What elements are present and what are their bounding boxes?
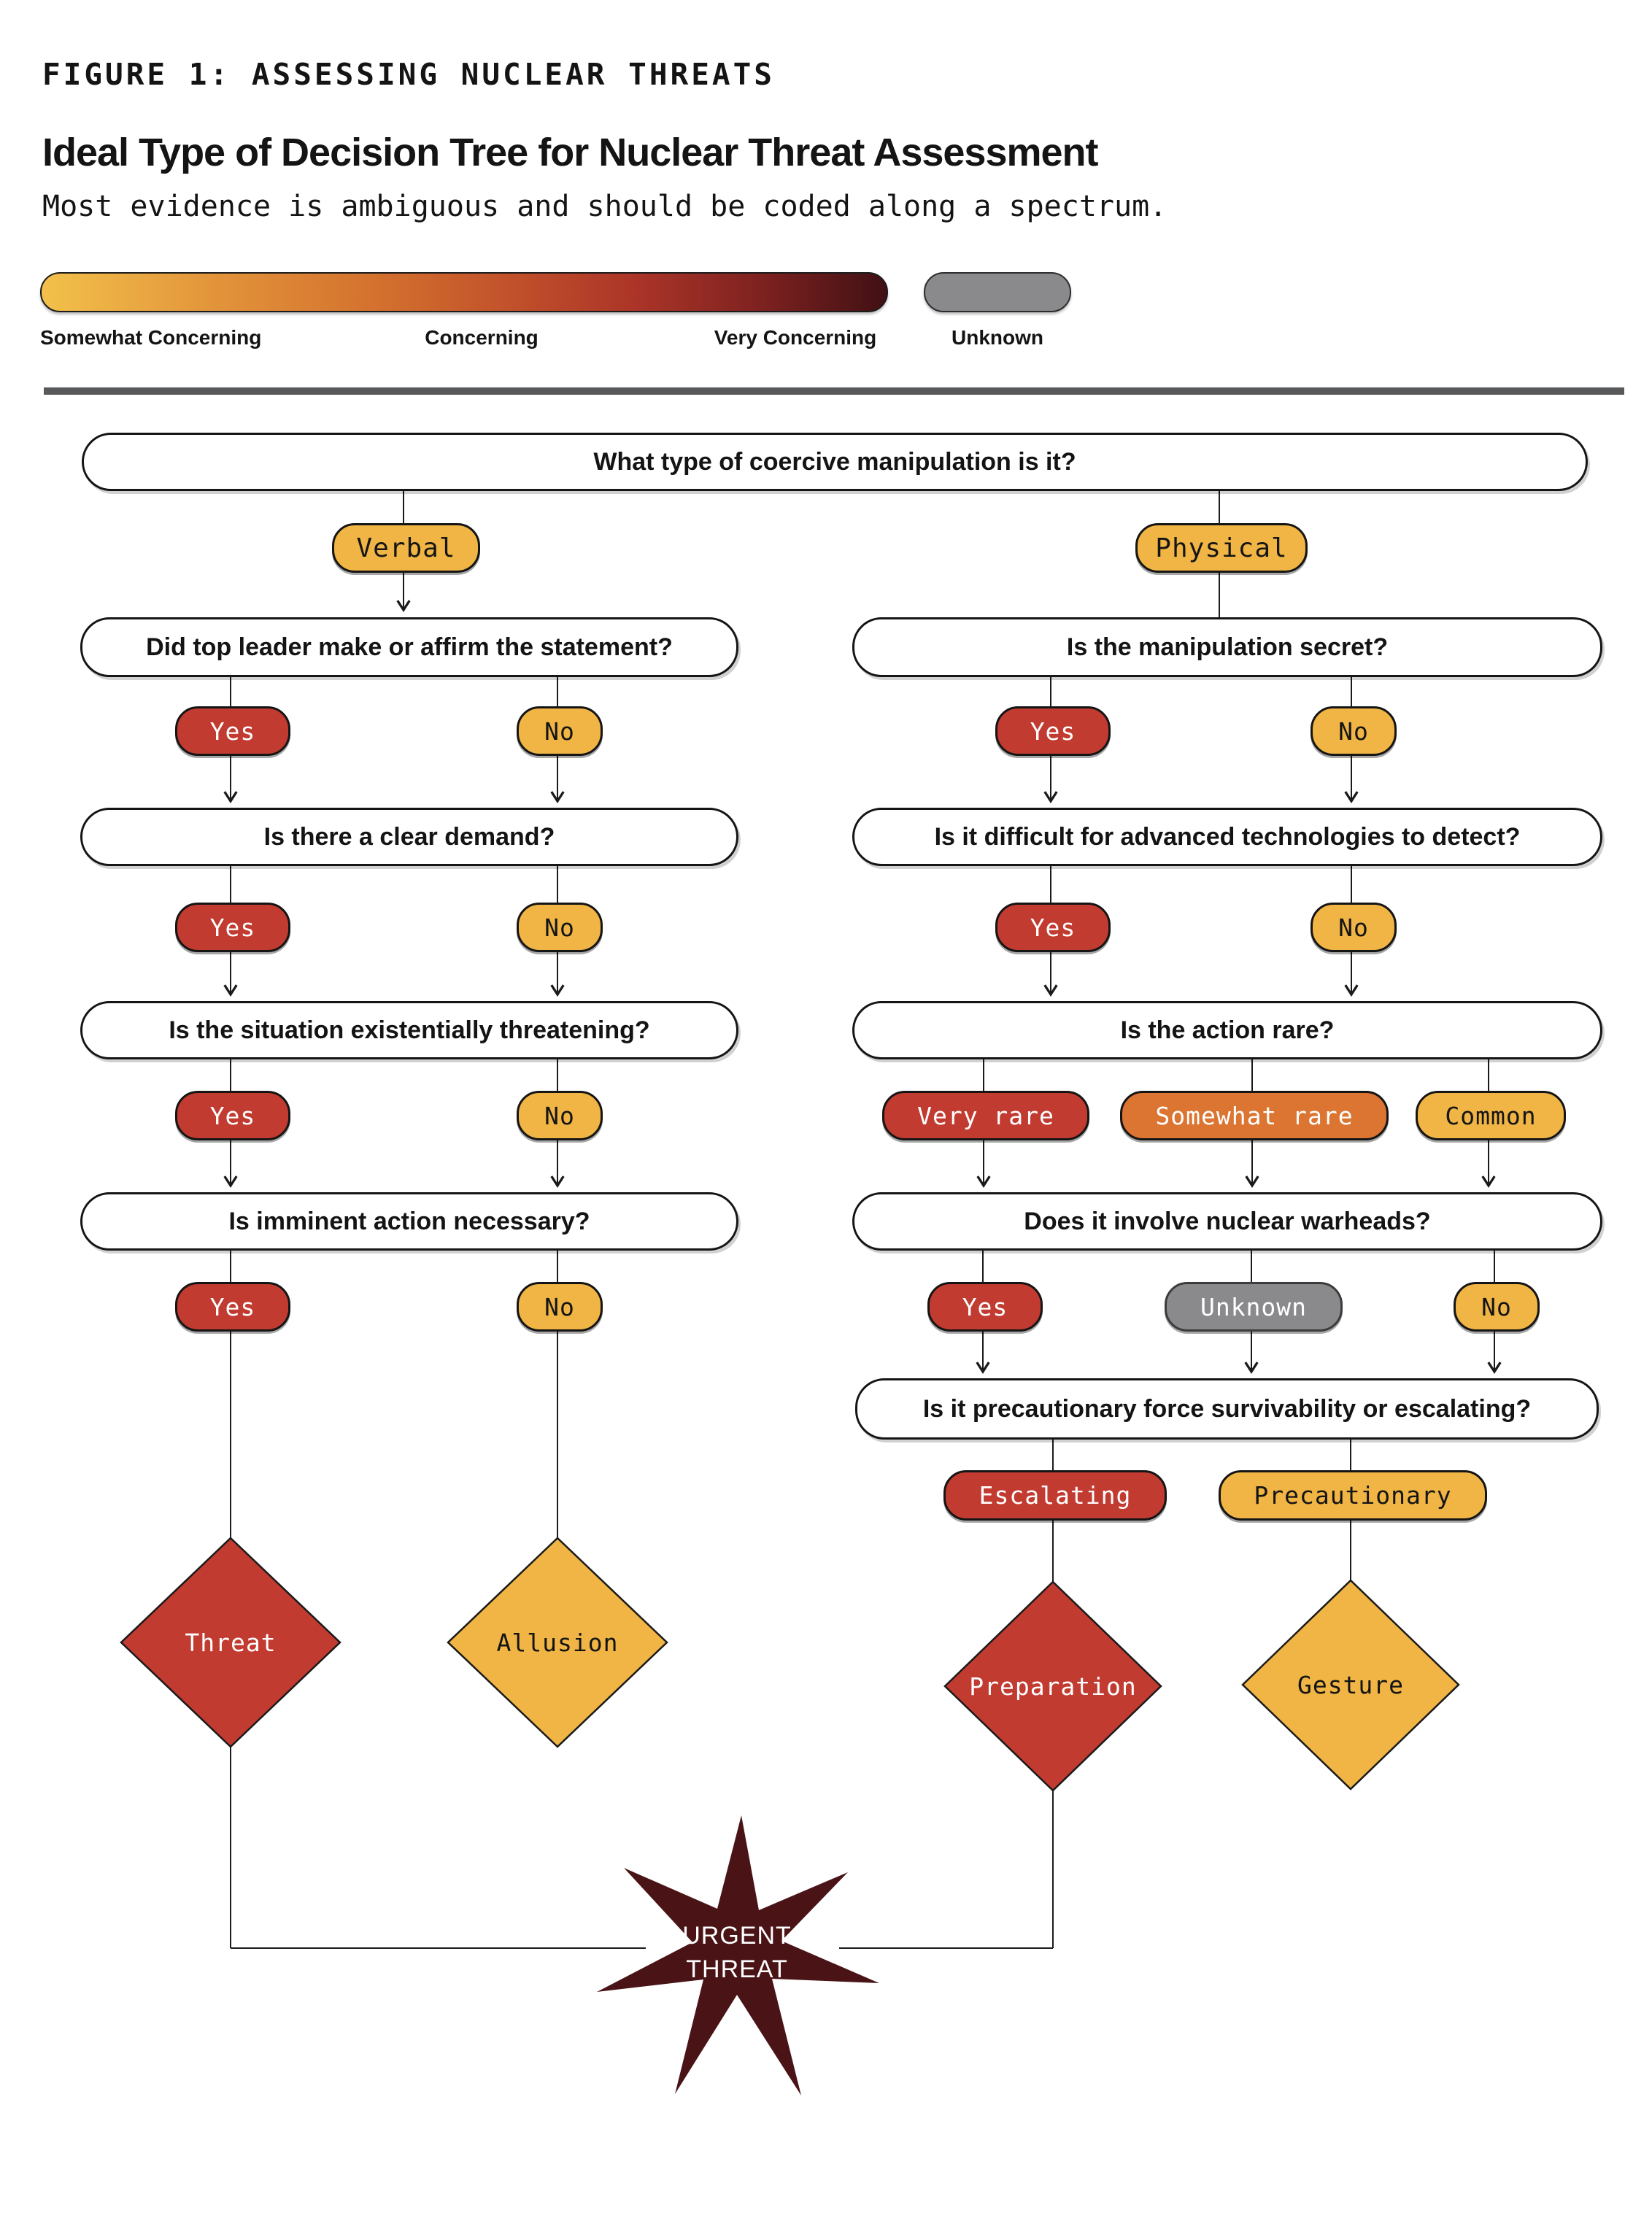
page-subtitle: Most evidence is ambiguous and should be coded along a spectrum. <box>42 190 1167 223</box>
branch-verbal: Verbal <box>332 523 480 573</box>
answer-somewhat-rare: Somewhat rare <box>1120 1091 1389 1140</box>
question-action-rare: Is the action rare? <box>852 1001 1602 1059</box>
answer-warheads-yes: Yes <box>927 1282 1043 1332</box>
answer-imminent-no: No <box>517 1282 603 1332</box>
answer-clear-demand-no: No <box>517 903 603 952</box>
answer-precautionary: Precautionary <box>1219 1470 1487 1521</box>
legend-label-very-concerning: Very Concerning <box>714 326 877 349</box>
answer-warheads-no: No <box>1454 1282 1540 1332</box>
answer-existential-no: No <box>517 1091 603 1140</box>
legend-label-unknown: Unknown <box>952 326 1043 349</box>
outcome-threat-label: Threat <box>185 1628 277 1657</box>
figure-label: FIGURE 1: ASSESSING NUCLEAR THREATS <box>42 57 775 92</box>
question-existentially-threatening: Is the situation existentially threatening? <box>80 1001 738 1059</box>
question-manipulation-type: What type of coercive manipulation is it? <box>82 433 1588 491</box>
answer-top-leader-yes: Yes <box>175 706 290 756</box>
question-clear-demand: Is there a clear demand? <box>80 808 738 866</box>
answer-escalating: Escalating <box>943 1470 1167 1521</box>
question-top-leader: Did top leader make or affirm the statement? <box>80 617 738 677</box>
answer-imminent-yes: Yes <box>175 1282 290 1332</box>
answer-existential-yes: Yes <box>175 1091 290 1140</box>
outcome-allusion-label: Allusion <box>496 1628 619 1657</box>
answer-clear-demand-yes: Yes <box>175 903 290 952</box>
question-precautionary-or-escalating: Is it precautionary force survivability or escalating? <box>855 1378 1599 1440</box>
answer-warheads-unknown: Unknown <box>1165 1282 1343 1332</box>
question-difficult-to-detect: Is it difficult for advanced technologies to detect? <box>852 808 1602 866</box>
legend-label-somewhat-concerning: Somewhat Concerning <box>40 326 262 349</box>
answer-common: Common <box>1416 1091 1566 1140</box>
page-title: Ideal Type of Decision Tree for Nuclear Threat Assessment <box>42 131 1098 174</box>
answer-very-rare: Very rare <box>882 1091 1089 1140</box>
answer-top-leader-no: No <box>517 706 603 756</box>
answer-detect-no: No <box>1311 903 1397 952</box>
branch-physical: Physical <box>1135 523 1308 573</box>
legend-label-concerning: Concerning <box>425 326 539 349</box>
answer-secret-yes: Yes <box>995 706 1111 756</box>
question-imminent-action: Is imminent action necessary? <box>80 1192 738 1251</box>
answer-secret-no: No <box>1311 706 1397 756</box>
outcome-preparation-label: Preparation <box>969 1672 1137 1701</box>
urgent-threat-label-line1: URGENT <box>682 1921 792 1950</box>
answer-detect-yes: Yes <box>995 903 1111 952</box>
question-nuclear-warheads: Does it involve nuclear warheads? <box>852 1192 1602 1251</box>
question-manipulation-secret: Is the manipulation secret? <box>852 617 1602 677</box>
outcome-gesture-label: Gesture <box>1297 1670 1405 1699</box>
urgent-threat-label-line2: THREAT <box>686 1955 788 1983</box>
